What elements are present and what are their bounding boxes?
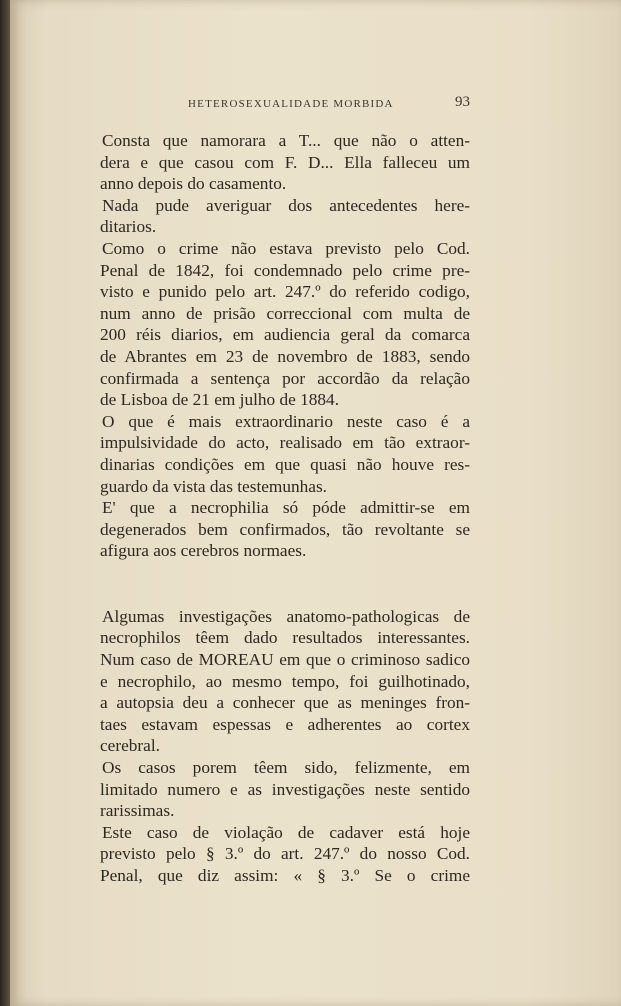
text-line: 200 réis diarios, em audiencia geral da comarca bbox=[100, 325, 470, 345]
running-title: HETEROSEXUALIDADE MORBIDA bbox=[188, 98, 394, 110]
text-line: e necrophilo, ao mesmo tempo, foi guilhotinado, bbox=[100, 671, 470, 691]
text-line: degenerados bem confirmados, tão revoltante se bbox=[100, 519, 470, 539]
text-line: Os casos porem têem sido, felizmente, em bbox=[102, 758, 470, 778]
text-line: E' que a necrophilia só póde admittir-se em bbox=[102, 498, 470, 518]
text-line: previsto pelo § 3.º do art. 247.º do nosso Cod. bbox=[100, 844, 470, 864]
text-line: ditarios. bbox=[100, 217, 157, 237]
text-line: de Abrantes em 23 de novembro de 1883, sendo bbox=[100, 346, 470, 366]
text-line: Este caso de violação de cadaver está hoje bbox=[102, 822, 470, 842]
text-line: Algumas investigações anatomo-pathologicas de bbox=[102, 606, 470, 626]
text-line: guardo da vista das testemunhas. bbox=[100, 476, 328, 496]
text-line: Penal, que diz assim: « § 3.º Se o crime bbox=[100, 866, 470, 885]
text-line: Como o crime não estava previsto pelo Cod. bbox=[102, 238, 470, 258]
text-line: num anno de prisão correccional com multa de bbox=[100, 303, 470, 323]
text-line: anno depois do casamento. bbox=[100, 174, 287, 194]
text-line: Penal de 1842, foi condemnado pelo crime pre- bbox=[100, 260, 470, 280]
text-line: dera e que casou com F. D... Ella falleceu um bbox=[100, 152, 470, 172]
text-line: impulsividade do acto, realisado em tão extraor- bbox=[100, 433, 470, 453]
text-line: limitado numero e as investigações neste sentido bbox=[100, 779, 470, 799]
text-line: afigura aos cerebros normaes. bbox=[100, 541, 307, 561]
text-line: taes estavam espessas e adherentes ao cortex bbox=[100, 714, 470, 734]
section-gap bbox=[100, 562, 470, 606]
text-line: Nada pude averiguar dos antecedentes here- bbox=[102, 195, 470, 215]
page-number: 93 bbox=[455, 94, 470, 110]
text-line: Consta que namorara a T... que não o atten- bbox=[102, 131, 470, 150]
text-line: cerebral. bbox=[100, 736, 160, 756]
text-line: visto e punido pelo art. 247.º do referido codigo, bbox=[100, 282, 470, 302]
text-line: rarissimas. bbox=[100, 801, 175, 821]
text-line: O que é mais extraordinario neste caso é a bbox=[102, 411, 470, 431]
text-line: confirmada a sentença por accordão da relação bbox=[100, 368, 470, 388]
page-body bbox=[100, 130, 470, 887]
text-line: necrophilos têem dado resultados interessantes. bbox=[100, 628, 470, 648]
text-line: dinarias condições em que quasi não houve res- bbox=[100, 454, 470, 474]
text-line: de Lisboa de 21 em julho de 1884. bbox=[100, 390, 340, 410]
text-line: Num caso de MOREAU em que o criminoso sadico bbox=[100, 650, 470, 670]
text-line: a autopsia deu a conhecer que as meninges fron- bbox=[100, 693, 470, 713]
